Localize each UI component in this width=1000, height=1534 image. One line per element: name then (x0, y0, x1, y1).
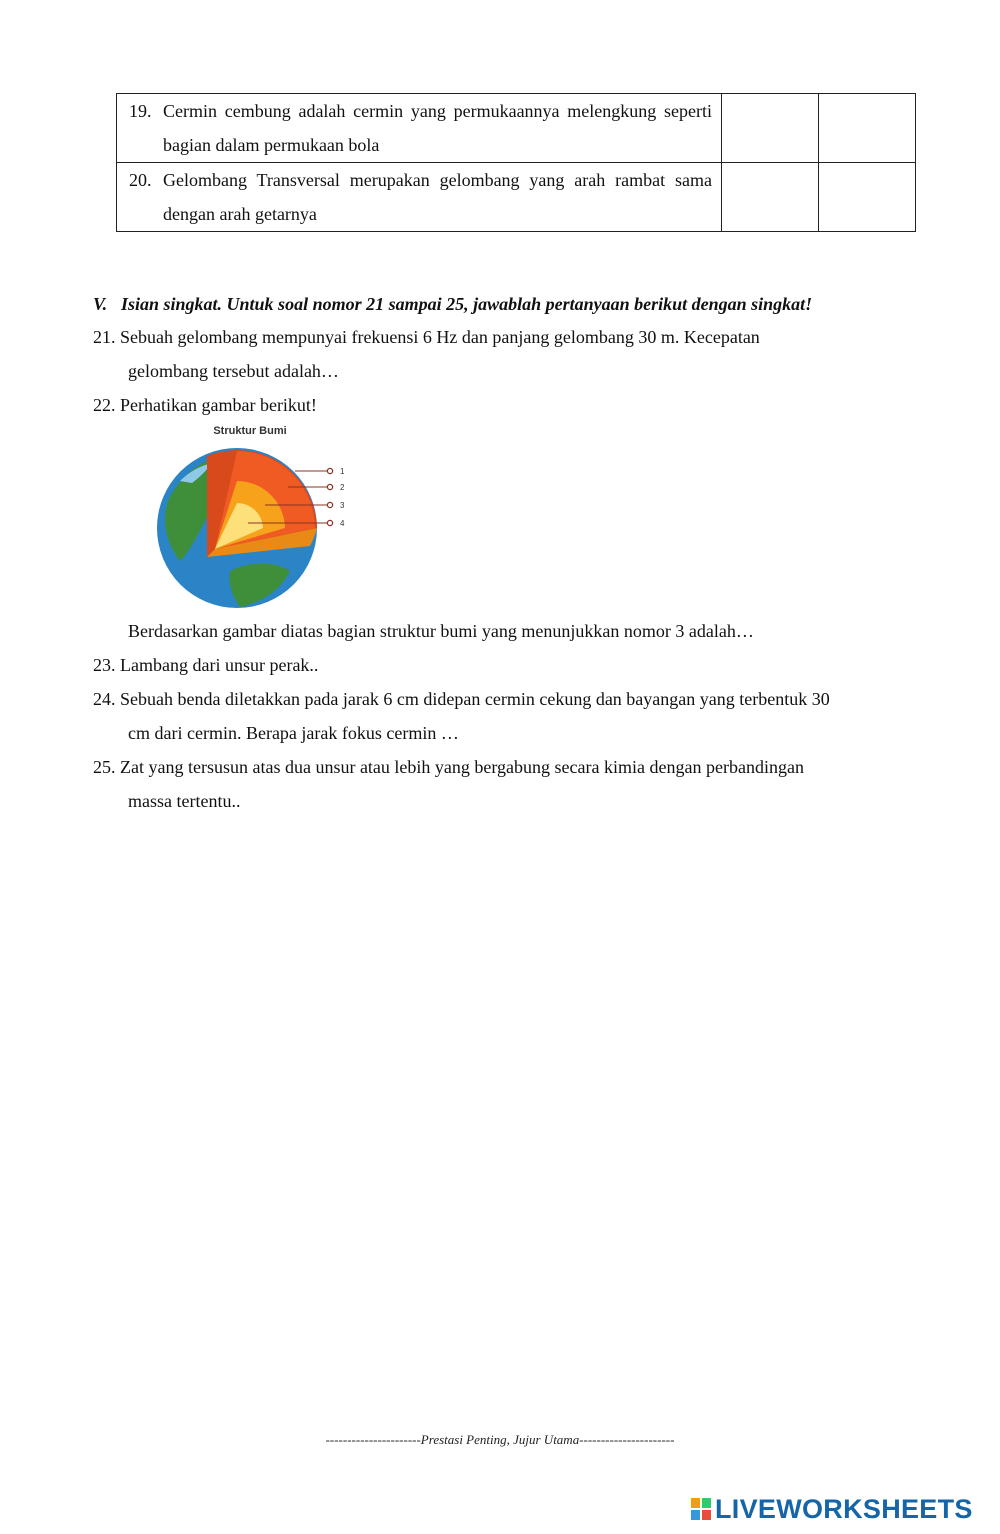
question-number: 21. (93, 327, 116, 347)
liveworksheets-logo[interactable] (691, 1494, 973, 1524)
question-23 (93, 648, 923, 682)
statement-text: Cermin cembung adalah cermin yang permukaannya melengkung seperti bagian dalam permukaan bola (163, 101, 712, 155)
question-text: Zat yang tersusun atas dua unsur atau lebih yang bergabung secara kimia dengan perbandingan (120, 757, 804, 777)
question-number: 24. (93, 689, 116, 709)
table-row (117, 163, 916, 232)
question-22-prompt (93, 614, 923, 648)
question-text-continued: cm dari cermin. Berapa jarak fokus cermin … (128, 723, 459, 743)
question-25 (93, 750, 923, 818)
statement-text: Gelombang Transversal merupakan gelombang yang arah rambat sama dengan arah getarnya (163, 170, 712, 224)
brand-name: LIVEWORKSHEETS (715, 1493, 973, 1524)
question-text-continued: gelombang tersebut adalah… (128, 361, 339, 381)
figure-title: Struktur Bumi (213, 425, 287, 437)
section-instruction: Isian singkat. Untuk soal nomor 21 sampai 25, jawablah pertanyaan berikut dengan singkat! (121, 294, 813, 314)
statement-cell (117, 94, 722, 163)
question-text: Berdasarkan gambar diatas bagian struktur bumi yang menunjukkan nomor 3 adalah… (128, 621, 754, 641)
question-text-continued: massa tertentu.. (128, 791, 241, 811)
true-false-table (116, 93, 916, 232)
question-number: 25. (93, 757, 116, 777)
answer-false-box[interactable] (819, 94, 916, 163)
question-number: 23. (93, 655, 116, 675)
question-text: Lambang dari unsur perak.. (120, 655, 319, 675)
earth-structure-figure (150, 421, 370, 613)
statement-number: 19. (129, 101, 152, 121)
figure-label-1: 1 (340, 467, 345, 476)
question-text: Sebuah gelombang mempunyai frekuensi 6 Hz dan panjang gelombang 30 m. Kecepatan (120, 327, 760, 347)
section-heading (93, 291, 913, 317)
section-number: V. (93, 294, 108, 314)
answer-true-box[interactable] (722, 94, 819, 163)
footer-motto: ----------------------Prestasi Penting, Jujur Utama---------------------- (325, 1432, 675, 1447)
question-24 (93, 682, 923, 750)
figure-label-3: 3 (340, 501, 345, 510)
answer-false-box[interactable] (819, 163, 916, 232)
question-21 (93, 320, 923, 388)
figure-label-4: 4 (340, 519, 345, 528)
question-text: Perhatikan gambar berikut! (120, 395, 317, 415)
question-number: 22. (93, 395, 116, 415)
question-text: Sebuah benda diletakkan pada jarak 6 cm didepan cermin cekung dan bayangan yang terbentuk 30 (120, 689, 830, 709)
table-row (117, 94, 916, 163)
earth-cross-section-image (150, 421, 370, 613)
statement-cell (117, 163, 722, 232)
answer-true-box[interactable] (722, 163, 819, 232)
liveworksheets-icon (691, 1498, 711, 1520)
question-22 (93, 388, 923, 422)
statement-number: 20. (129, 170, 152, 190)
figure-label-2: 2 (340, 483, 345, 492)
